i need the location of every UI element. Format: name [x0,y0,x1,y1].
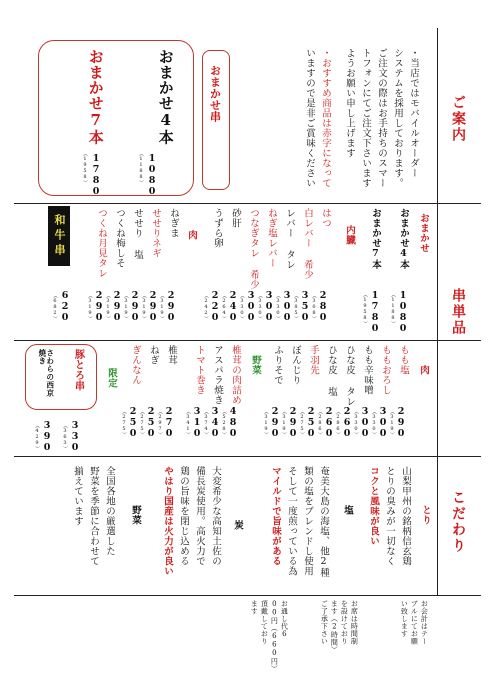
price-hatsu: 280 [317,290,329,323]
category-yasai: 野菜 [249,355,261,375]
item-shiitake-niku: 椎茸の肉詰め [229,345,241,405]
price-tsunagi: 300 [245,290,257,323]
price-bonjiri: 290 [287,406,299,439]
item-butatoro: 豚とろ串 [72,349,84,391]
item-negishio-reba: ねぎ塩レバー [265,208,277,268]
guide-line: ご注文の際はお手持ちのスマー [375,48,387,188]
tax-sunagimo: （264） [221,293,227,321]
guide-line: システムを採用しております。 [391,48,403,188]
tax-tomato: （341） [185,409,191,437]
kodawari-sumi-line-red: やはり国産は火力が良い [161,466,173,576]
item-asupara: アスパラ焼き [211,345,223,405]
price-sunagimo: 240 [227,290,239,323]
item-negima: ねぎま [167,208,179,238]
footer-note: 頂戴しており [260,600,269,645]
tax-hatsu: （308） [311,293,317,321]
price-tomato: 310 [191,406,203,439]
guide-line-red: ・おすすめ商品は赤字になって [319,48,331,188]
guide-line: いますので是非ご賞味ください [303,48,315,188]
category-omakase: おまかせ [417,213,429,253]
price-shiitake: 270 [163,406,175,439]
category-niku: 肉 [185,230,197,240]
price-ginnan: 250 [127,406,139,439]
tax-hinakawa-shio: （286） [317,409,323,437]
price-negi: 250 [145,406,157,439]
kodawari-shio-line: 類の塩をブレンドし使用 [301,466,313,576]
category-niku2: 肉 [417,365,429,375]
kodawari-shio-line: 奄美大島の海塩、他2種 [317,466,329,578]
tax-momoshio: （319） [389,409,395,437]
kodawari-shio-line: そして一度煎っている為 [285,466,297,576]
divider-2 [14,340,481,341]
price-sawara: 390 [41,420,53,453]
item-hinakawa-shio: ひな皮 塩 [325,345,337,397]
omakase-label: おまかせ串 [208,65,222,123]
omakase-box [38,40,194,196]
kodawari-sumi-line: 備長炭使用。高火力で [193,466,205,566]
tax-asupara: （374） [203,409,209,437]
omakase7-name: おまかせ7本 [86,49,105,145]
footer-note: ます [250,600,259,615]
kodawari-yasai-line: 野菜を季節に合わせて [87,466,99,566]
divider-3 [14,456,481,457]
footer-note: 00円（660円） [270,600,279,673]
tax-tebasaki: （275） [299,409,305,437]
item-tsukune-tsukimi: つくね月見タレ [95,208,107,278]
tax-wagyu: （682） [52,293,58,321]
item-tebasaki: 手羽先 [307,345,319,375]
omakase-label-box [202,50,230,190]
footer-note: ます（2時間） [330,600,339,654]
item-shiro-reba: 白レバー 希少 [301,208,313,280]
price-uzura: 220 [209,290,221,323]
item-shiitake: 椎茸 [165,345,177,365]
kodawari-tori-line: 山梨甲州の銘柄信玄鶏 [399,466,411,566]
tax-reba: （330） [275,293,281,321]
tax-omakase7: （1958） [362,292,368,326]
price-wagyu: 620 [59,290,71,323]
footer-note: お会計はテー [420,600,429,645]
footer-note: を設けており [340,600,349,645]
omakase4-price: 1080 [146,153,158,197]
footer-note: お通し代6 [280,600,289,639]
item-hatsu: はつ [319,208,331,228]
tax-tsukune-tsukimi: （319） [87,293,93,321]
price-tsukune-tsukimi: 290 [93,290,105,323]
tax-furisode: （319） [263,409,269,437]
item-tsukune-ume: つくね梅しそ [113,208,125,268]
tax-negishio-reba: （330） [257,293,263,321]
item-hinakawa-tare: ひな皮 タレ [343,345,355,407]
tax-momokara: （330） [353,409,359,437]
tax-seseri-negi: （319） [141,293,147,321]
omakase4-tax: （1188） [138,151,144,185]
item-reba: レバー タレ [283,208,295,270]
price-reba: 300 [281,290,293,323]
price-hinakawa-tare: 260 [341,406,353,439]
price-momoshio: 290 [395,406,407,439]
tax-seseri: （319） [123,293,129,321]
omakase7-price: 1780 [90,153,102,197]
tax-omakase4: （1188） [390,292,396,326]
tax-uzura: （242） [203,293,209,321]
kodawari-sumi-line: 大変希少な高知土佐の [209,466,221,566]
kodawari-yasai-label: 野菜 [129,505,141,525]
kodawari-tori-line: とりの臭みが一切なく [383,466,395,566]
tax-momooroshi: （330） [371,409,377,437]
price-seseri-negi: 290 [147,290,159,323]
price-furisode: 290 [269,406,281,439]
footer-note: お席は時間制 [350,600,359,645]
tax-negi: （275） [139,409,145,437]
item-tsunagi: つなぎタレ 希少 [247,208,259,290]
item-momokara: もも辛味噌 [361,345,373,395]
item-bonjiri: ぼんじり [289,345,301,385]
category-gentei: 限定 [105,368,117,388]
item-omakase7: おまかせ7本 [369,208,381,270]
footer-note: ブルにてお願 [410,600,419,645]
guide-line: ・当店ではモバイルオーダー [407,48,419,178]
item-tomato: トマト巻き [193,345,205,395]
omakase7-tax: （1958） [82,151,88,185]
wagyu-badge: 和牛串 [48,206,70,266]
price-tsukune-ume: 290 [111,290,123,323]
divider-1 [14,203,481,204]
footer-note: い致します [400,600,409,638]
tax-ginnan: （275） [121,409,127,437]
item-negi: ねぎ [147,345,159,365]
tax-shiro-reba: （385） [293,293,299,321]
item-sawara: さわらの西京焼き [37,349,55,397]
section-header-kodawari: こだわり [450,490,466,554]
price-momooroshi: 300 [377,406,389,439]
kodawari-yasai-line: 全国各地の厳選した [103,466,115,556]
kodawari-tori-label: とり [419,505,431,525]
tax-hinakawa-tare: （286） [335,409,341,437]
tax-shiitake-niku: （528） [221,409,227,437]
kodawari-sumi-line: 鶏の旨味を閉じ込める [177,466,189,566]
item-seseri: せせり 塩 [131,208,143,260]
gentei-box [25,344,97,410]
price-butatoro: 330 [69,420,81,453]
price-seseri: 290 [129,290,141,323]
kodawari-shio-label: 塩 [341,505,353,515]
price-negishio-reba: 300 [263,290,275,323]
right-rule [437,28,438,595]
kodawari-shio-line-red: マイルドで旨味がある [269,466,281,566]
price-hinakawa-shio: 260 [323,406,335,439]
item-omakase4: おまかせ4本 [397,208,409,270]
price-shiro-reba: 350 [299,290,311,323]
tax-butatoro: （363） [62,423,68,451]
price-tebasaki: 250 [305,406,317,439]
category-naizo: 内臓 [343,225,355,245]
tax-sawara: （429） [34,423,40,451]
footer-note: ご了承下さい [320,600,329,645]
tax-tsunagi: （330） [239,293,245,321]
price-negima: 290 [165,290,177,323]
guide-line: ようお願い申し上げます [343,48,355,158]
guide-line: トフォンにてご注文下さいます [359,48,371,188]
price-omakase4: 1080 [397,290,409,334]
item-uzura: うずら卵 [211,208,223,248]
item-momoshio: もも塩 [397,345,409,375]
item-ginnan: ぎんなん [129,345,141,385]
tax-shiitake: （297） [157,409,163,437]
item-momooroshi: ももおろし [379,345,391,395]
kodawari-sumi-label: 炭 [231,520,243,530]
price-omakase7: 1780 [369,290,381,334]
omakase4-name: おまかせ4本 [156,49,175,145]
section-header-kushi: 串単品 [450,288,466,336]
kodawari-yasai-line: 揃えています [71,466,83,526]
divider-4 [14,595,481,596]
price-momokara: 300 [359,406,371,439]
price-shiitake-niku: 480 [227,406,239,439]
section-header-guide: ご案内 [450,95,466,143]
tax-negima: （319） [159,293,165,321]
item-sunagimo: 砂肝 [229,208,241,228]
tax-tsukune-ume: （319） [105,293,111,321]
tax-bonjiri: （319） [281,409,287,437]
item-seseri-negi: せせりネギ [149,208,161,258]
item-furisode: ふりそで [271,345,283,385]
price-asupara: 340 [209,406,221,439]
kodawari-tori-line-red: コクと風味が良い [367,466,379,546]
